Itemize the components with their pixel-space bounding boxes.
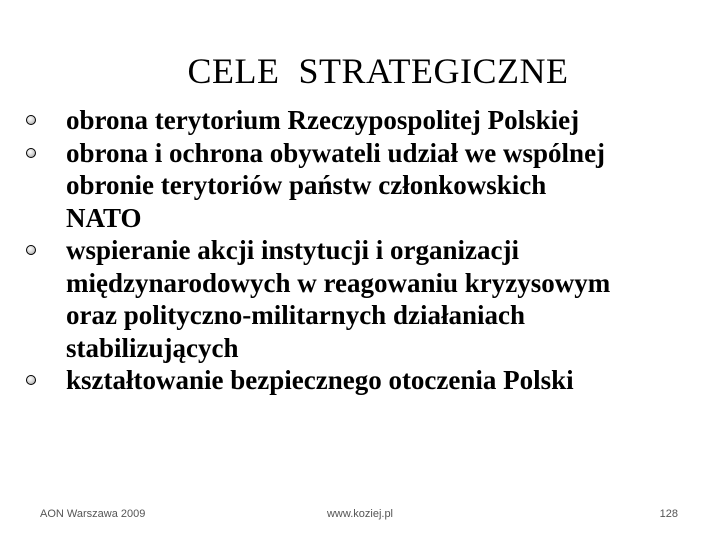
bullet-text-line: wspieranie akcji instytucji i organizacji — [66, 235, 519, 265]
footer-page-number: 128 — [659, 508, 678, 520]
bullet-list — [22, 104, 718, 397]
bullet-text-line: oraz polityczno-militarnych działaniach — [66, 300, 525, 330]
footer-organization: AON Warszawa 2009 — [40, 508, 146, 520]
bullet-text-line: NATO — [66, 202, 142, 233]
bullet-text-line: obrona i ochrona obywateli udział we wspólnej — [66, 137, 606, 168]
round-bullet-icon — [26, 115, 36, 125]
bullet-item — [22, 234, 718, 364]
slide-title: CELE STRATEGICZNE — [187, 51, 569, 91]
bullet-text-line: stabilizujących — [66, 332, 239, 363]
round-bullet-icon — [26, 245, 36, 255]
footer-website: www.koziej.pl — [326, 508, 394, 520]
bullet-item — [22, 137, 718, 235]
bullet-text-line: obrona terytorium Rzeczypospolitej Polskiej — [66, 105, 580, 135]
bullet-item — [22, 104, 718, 137]
round-bullet-icon — [26, 375, 36, 385]
bullet-text-line: kształtowanie bezpiecznego otoczenia Polski — [66, 365, 574, 395]
bullet-text-line: obronie terytoriów państw członkowskich — [66, 170, 547, 200]
round-bullet-icon — [26, 148, 36, 158]
bullet-item — [22, 364, 718, 397]
bullet-text-line: międzynarodowych w reagowaniu kryzysowym — [66, 267, 611, 298]
